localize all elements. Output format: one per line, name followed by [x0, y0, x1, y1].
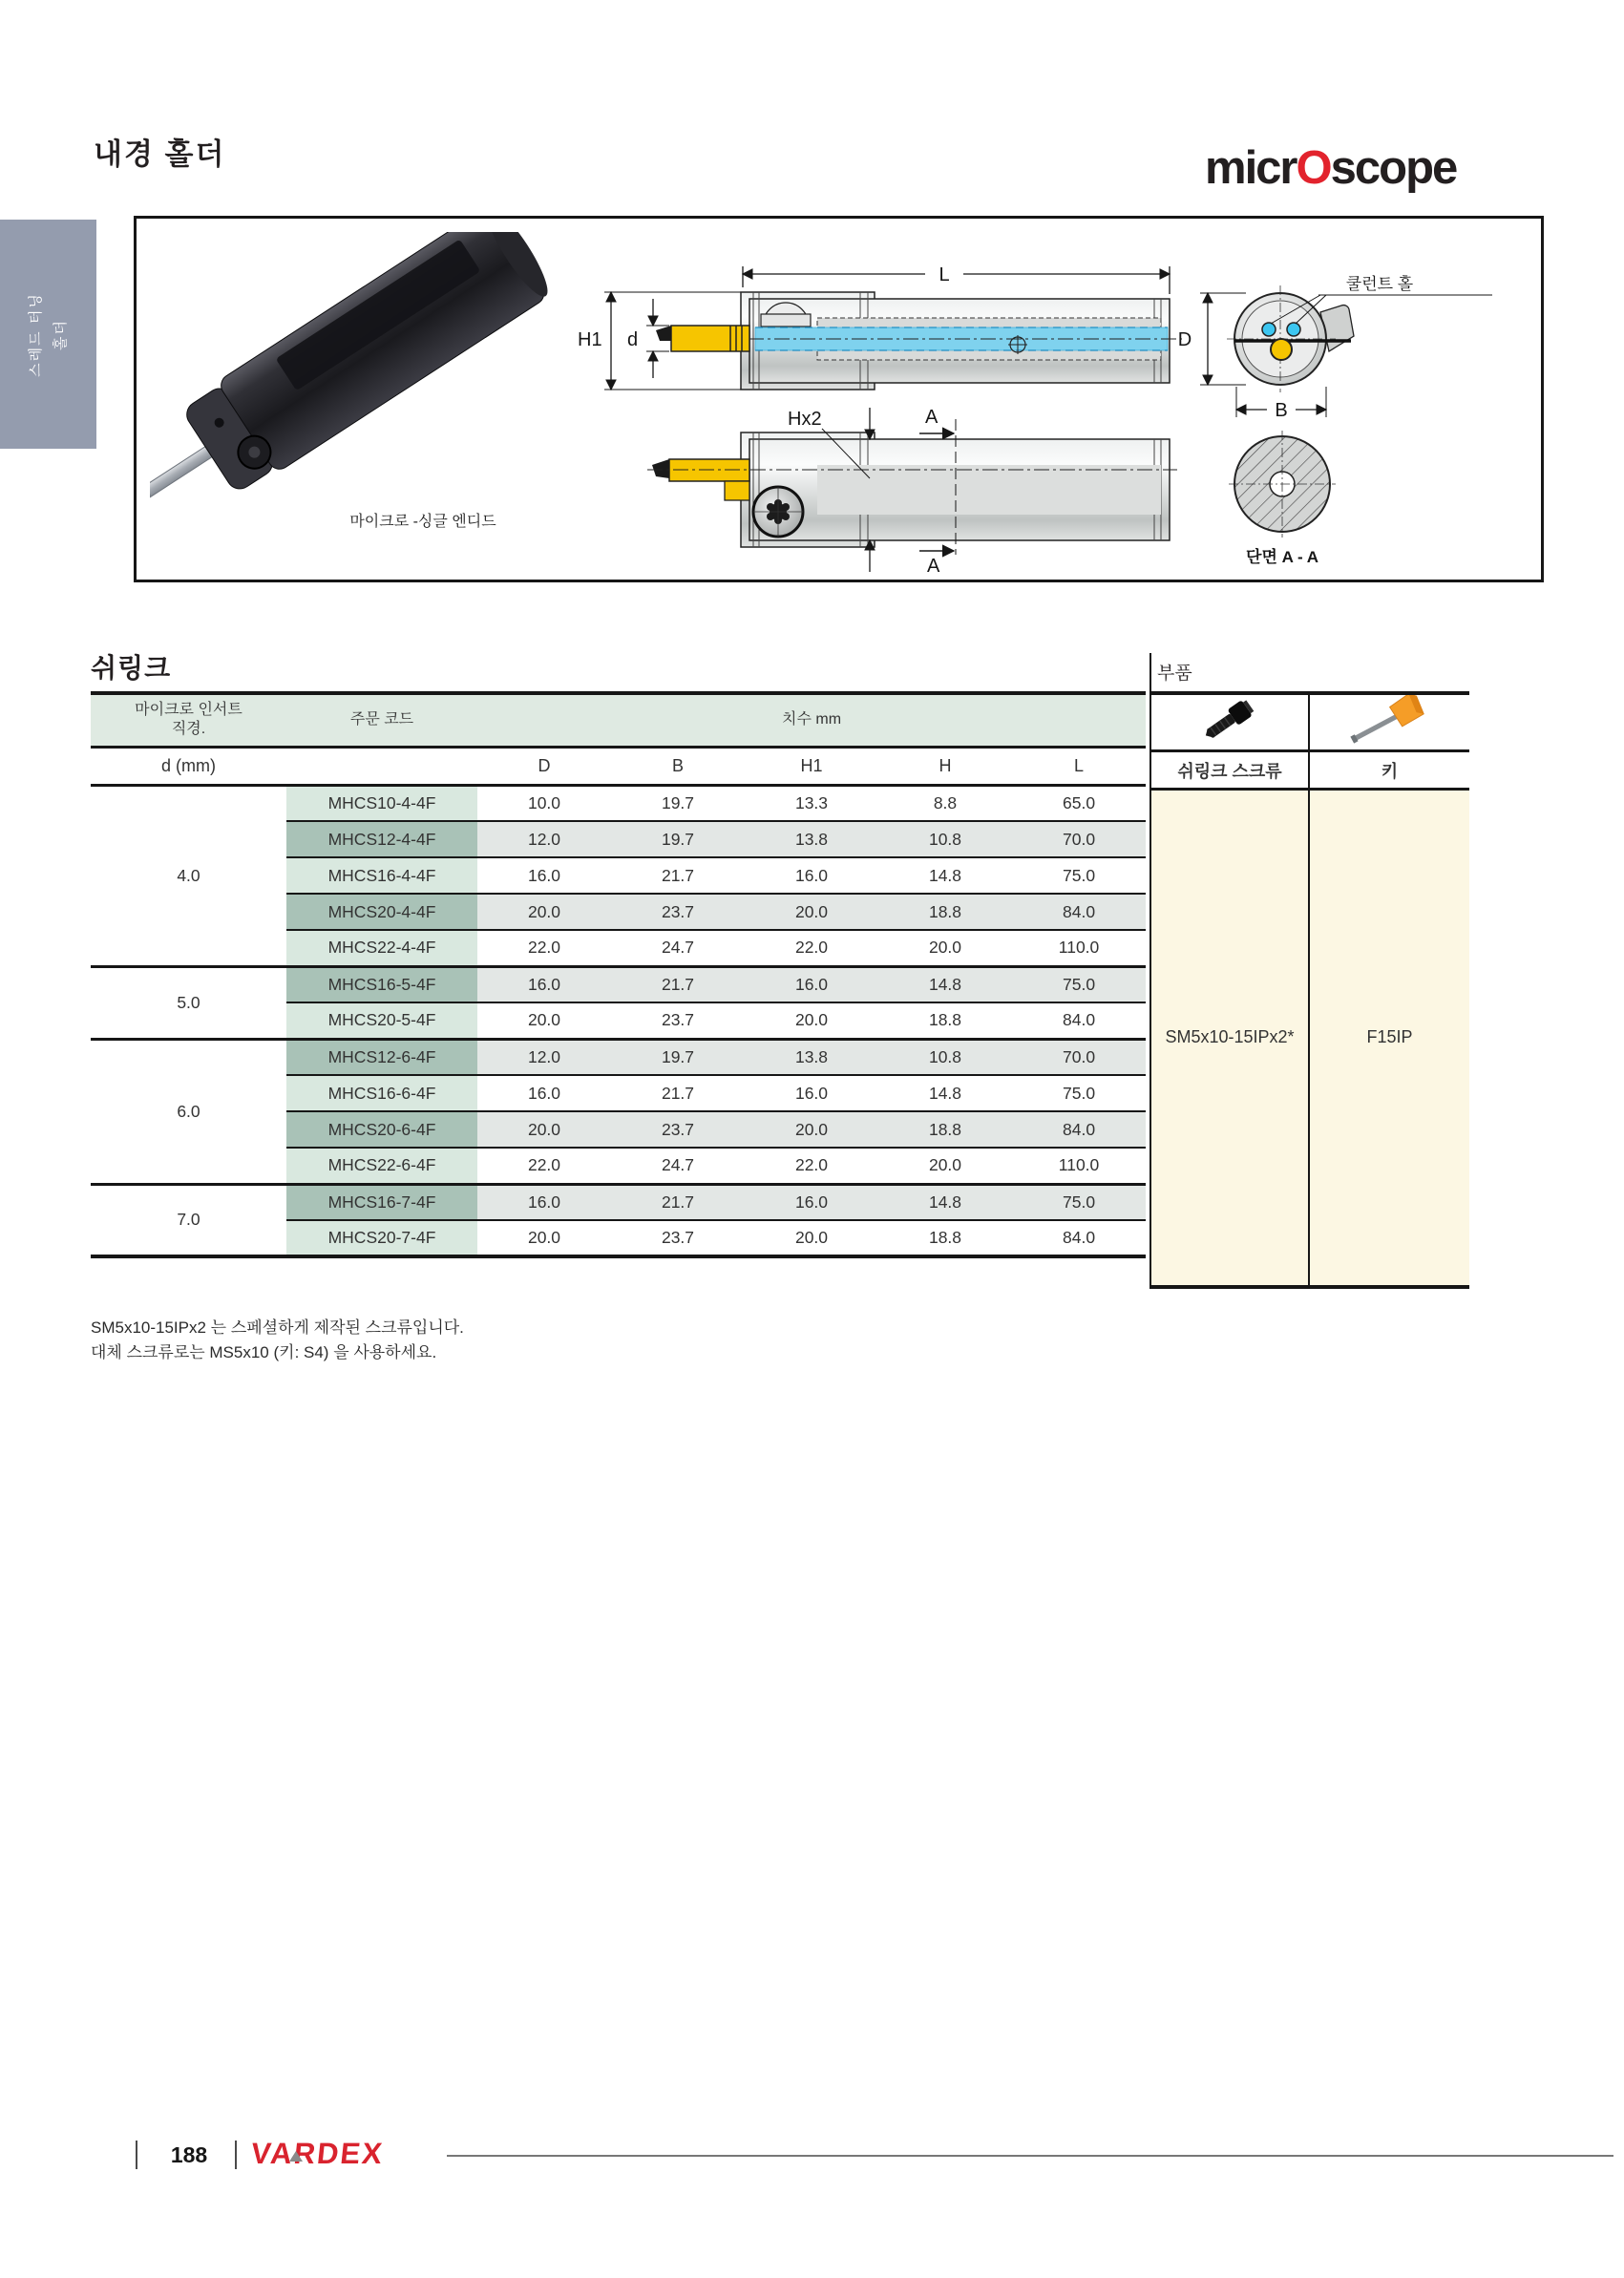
key-column-label: 키 — [1309, 751, 1469, 790]
order-code-cell: MHCS22-4-4F — [286, 930, 477, 966]
parts-table — [1149, 691, 1469, 1289]
diameter-group-cell: 4.0 — [91, 785, 286, 966]
dim-value-cell-D: 22.0 — [477, 1148, 611, 1184]
diameter-group-cell: 5.0 — [91, 966, 286, 1039]
dim-value-cell-H: 20.0 — [878, 930, 1012, 966]
spec-row — [91, 785, 1146, 821]
dim-value-cell-L: 84.0 — [1012, 1111, 1146, 1148]
order-code-cell: MHCS12-4-4F — [286, 821, 477, 857]
dim-value-cell-H1: 22.0 — [745, 930, 878, 966]
screw-icon — [1195, 696, 1264, 744]
dim-value-cell-D: 20.0 — [477, 1220, 611, 1256]
dim-value-cell-H: 10.8 — [878, 821, 1012, 857]
label-L: L — [939, 264, 950, 285]
brand-logo-o: O — [1296, 142, 1331, 194]
shrink-table-body — [91, 785, 1146, 1256]
key-icon-cell — [1309, 693, 1469, 751]
dim-value-cell-H1: 20.0 — [745, 1111, 878, 1148]
footer-divider-right — [235, 2141, 237, 2169]
footer-divider-left — [136, 2141, 137, 2169]
label-d: d — [627, 329, 639, 350]
dim-value-cell-H1: 13.3 — [745, 785, 878, 821]
dim-value-cell-B: 23.7 — [611, 1002, 745, 1039]
dim-value-cell-L: 75.0 — [1012, 857, 1146, 894]
dim-value-cell-B: 19.7 — [611, 785, 745, 821]
subheader-d-mm: d (mm) — [91, 747, 286, 785]
diagram-panel — [134, 216, 1544, 582]
subheader-H: H — [878, 747, 1012, 785]
coolant-hole-left — [1262, 323, 1276, 336]
dim-value-cell-B: 23.7 — [611, 894, 745, 930]
dim-value-cell-D: 10.0 — [477, 785, 611, 821]
sidebar-chapter-tab-label — [24, 292, 73, 377]
dim-value-cell-L: 110.0 — [1012, 1148, 1146, 1184]
label-Hx2: Hx2 — [788, 409, 822, 430]
parts-value-row — [1150, 790, 1469, 1287]
parts-label-row — [1150, 751, 1469, 790]
dim-value-cell-D: 12.0 — [477, 1039, 611, 1075]
shrink-section-title: 쉬링크 — [91, 653, 172, 683]
screw-column-label: 쉬링크 스크류 — [1150, 751, 1309, 790]
parts-section-title: 부품 — [1157, 664, 1192, 684]
dim-value-cell-H: 18.8 — [878, 1220, 1012, 1256]
dim-value-cell-B: 21.7 — [611, 966, 745, 1002]
spec-row — [91, 1039, 1146, 1075]
order-code-cell: MHCS10-4-4F — [286, 785, 477, 821]
vardex-logo: VARDEX — [249, 2137, 386, 2170]
spec-row — [91, 1184, 1146, 1220]
dim-value-cell-H: 18.8 — [878, 894, 1012, 930]
diameter-group-cell: 7.0 — [91, 1184, 286, 1256]
dim-value-cell-H: 8.8 — [878, 785, 1012, 821]
dim-value-cell-D: 16.0 — [477, 857, 611, 894]
dim-value-cell-H1: 20.0 — [745, 1002, 878, 1039]
dim-value-cell-B: 21.7 — [611, 1075, 745, 1111]
header-order-code: 주문 코드 — [286, 693, 477, 747]
screw-icon-cell — [1150, 693, 1309, 751]
dim-value-cell-L: 84.0 — [1012, 894, 1146, 930]
header-dimensions: 치수 mm — [477, 693, 1146, 747]
dim-value-cell-B: 19.7 — [611, 821, 745, 857]
brand-logo-part3: scope — [1330, 142, 1457, 194]
dim-value-cell-L: 70.0 — [1012, 821, 1146, 857]
dim-value-cell-H: 10.8 — [878, 1039, 1012, 1075]
technical-drawing — [137, 219, 1541, 580]
table-header-row-2 — [91, 747, 1146, 785]
insert-bore — [1271, 339, 1292, 360]
dim-value-cell-H1: 22.0 — [745, 1148, 878, 1184]
footnote-1: SM5x10-15IPx2 는 스페셜하게 제작된 스크류입니다. — [91, 1318, 464, 1337]
order-code-cell: MHCS20-6-4F — [286, 1111, 477, 1148]
label-coolant-hole: 쿨런트 홀 — [1345, 275, 1414, 293]
shrink-spec-table — [91, 691, 1146, 1258]
order-code-cell: MHCS20-5-4F — [286, 1002, 477, 1039]
header-insert-diameter-line2: 직경. — [171, 721, 206, 738]
photo-caption: 마이크로 -싱글 엔디드 — [349, 514, 496, 530]
dim-value-cell-B: 21.7 — [611, 857, 745, 894]
dim-value-cell-B: 23.7 — [611, 1220, 745, 1256]
page-number: 188 — [170, 2142, 208, 2167]
dim-value-cell-D: 12.0 — [477, 821, 611, 857]
order-code-cell: MHCS16-6-4F — [286, 1075, 477, 1111]
dim-value-cell-D: 20.0 — [477, 894, 611, 930]
subheader-H1: H1 — [745, 747, 878, 785]
sidebar-tab-line2: 홀더 — [52, 318, 69, 350]
dim-value-cell-D: 20.0 — [477, 1002, 611, 1039]
dim-L — [743, 266, 1170, 294]
dim-value-cell-B: 21.7 — [611, 1184, 745, 1220]
sidebar-chapter-tab — [0, 220, 96, 449]
brand-logo-part1: micr — [1205, 142, 1297, 194]
dim-value-cell-L: 75.0 — [1012, 1075, 1146, 1111]
dim-value-cell-L: 65.0 — [1012, 785, 1146, 821]
order-code-cell: MHCS20-4-4F — [286, 894, 477, 930]
order-code-cell: MHCS16-4-4F — [286, 857, 477, 894]
dim-value-cell-B: 24.7 — [611, 930, 745, 966]
front-view — [1227, 285, 1492, 392]
dim-value-cell-H1: 13.8 — [745, 821, 878, 857]
key-value-cell: F15IP — [1309, 790, 1469, 1287]
dim-value-cell-D: 20.0 — [477, 1111, 611, 1148]
label-D: D — [1177, 329, 1192, 350]
header-insert-diameter-line1: 마이크로 인서트 — [135, 702, 243, 719]
label-section-AA: 단면 A - A — [1246, 548, 1318, 566]
parts-icon-row — [1150, 693, 1469, 751]
dim-value-cell-H: 18.8 — [878, 1002, 1012, 1039]
dim-value-cell-H: 14.8 — [878, 857, 1012, 894]
dim-value-cell-D: 16.0 — [477, 966, 611, 1002]
dim-value-cell-L: 70.0 — [1012, 1039, 1146, 1075]
order-code-cell: MHCS20-7-4F — [286, 1220, 477, 1256]
dim-value-cell-D: 16.0 — [477, 1184, 611, 1220]
subheader-blank — [286, 747, 477, 785]
sidebar-tab-line1: 스레드 터닝 — [28, 291, 44, 377]
order-code-cell: MHCS22-6-4F — [286, 1148, 477, 1184]
subheader-B: B — [611, 747, 745, 785]
dim-value-cell-H: 18.8 — [878, 1111, 1012, 1148]
dim-value-cell-H1: 16.0 — [745, 1184, 878, 1220]
dim-value-cell-H1: 16.0 — [745, 1075, 878, 1111]
dim-value-cell-H1: 16.0 — [745, 857, 878, 894]
spec-row — [91, 966, 1146, 1002]
dim-value-cell-H: 20.0 — [878, 1148, 1012, 1184]
dim-value-cell-H: 14.8 — [878, 1075, 1012, 1111]
label-A-top: A — [925, 407, 939, 428]
dim-value-cell-H1: 16.0 — [745, 966, 878, 1002]
order-code-cell: MHCS16-7-4F — [286, 1184, 477, 1220]
page-title: 내경 홀더 — [94, 137, 226, 171]
order-code-cell: MHCS12-6-4F — [286, 1039, 477, 1075]
brand-logo — [1205, 141, 1456, 195]
dim-value-cell-H1: 13.8 — [745, 1039, 878, 1075]
dim-value-cell-D: 16.0 — [477, 1075, 611, 1111]
dim-value-cell-H1: 20.0 — [745, 1220, 878, 1256]
side-view-bottom — [647, 432, 1177, 547]
footnote-2: 대체 스크류로는 MS5x10 (키: S4) 을 사용하세요. — [91, 1342, 437, 1361]
label-A-bottom: A — [927, 556, 940, 577]
vardex-logo-triangle — [289, 2151, 303, 2162]
order-code-cell: MHCS16-5-4F — [286, 966, 477, 1002]
coolant-hole-right — [1287, 323, 1300, 336]
footer-rule — [447, 2155, 1613, 2157]
insert-top — [671, 326, 749, 351]
dim-value-cell-L: 84.0 — [1012, 1002, 1146, 1039]
parts-divider-line — [1149, 653, 1151, 693]
side-view-top — [656, 292, 1182, 390]
footnotes — [91, 1316, 464, 1364]
diameter-group-cell: 6.0 — [91, 1039, 286, 1184]
dim-value-cell-L: 84.0 — [1012, 1220, 1146, 1256]
label-H1: H1 — [578, 329, 602, 350]
dim-value-cell-L: 110.0 — [1012, 930, 1146, 966]
dim-value-cell-H: 14.8 — [878, 1184, 1012, 1220]
subheader-D: D — [477, 747, 611, 785]
section-view — [1229, 431, 1336, 538]
dim-value-cell-H1: 20.0 — [745, 894, 878, 930]
dim-value-cell-L: 75.0 — [1012, 966, 1146, 1002]
dim-value-cell-L: 75.0 — [1012, 1184, 1146, 1220]
dim-value-cell-B: 24.7 — [611, 1148, 745, 1184]
screw-value-cell: SM5x10-15IPx2* — [1150, 790, 1309, 1287]
label-B: B — [1275, 400, 1288, 421]
table-header-row-1 — [91, 693, 1146, 747]
dim-value-cell-B: 23.7 — [611, 1111, 745, 1148]
dim-value-cell-B: 19.7 — [611, 1039, 745, 1075]
dim-value-cell-H: 14.8 — [878, 966, 1012, 1002]
subheader-L: L — [1012, 747, 1146, 785]
header-insert-diameter — [91, 693, 286, 747]
dim-value-cell-D: 22.0 — [477, 930, 611, 966]
torx-key-icon — [1344, 695, 1436, 745]
